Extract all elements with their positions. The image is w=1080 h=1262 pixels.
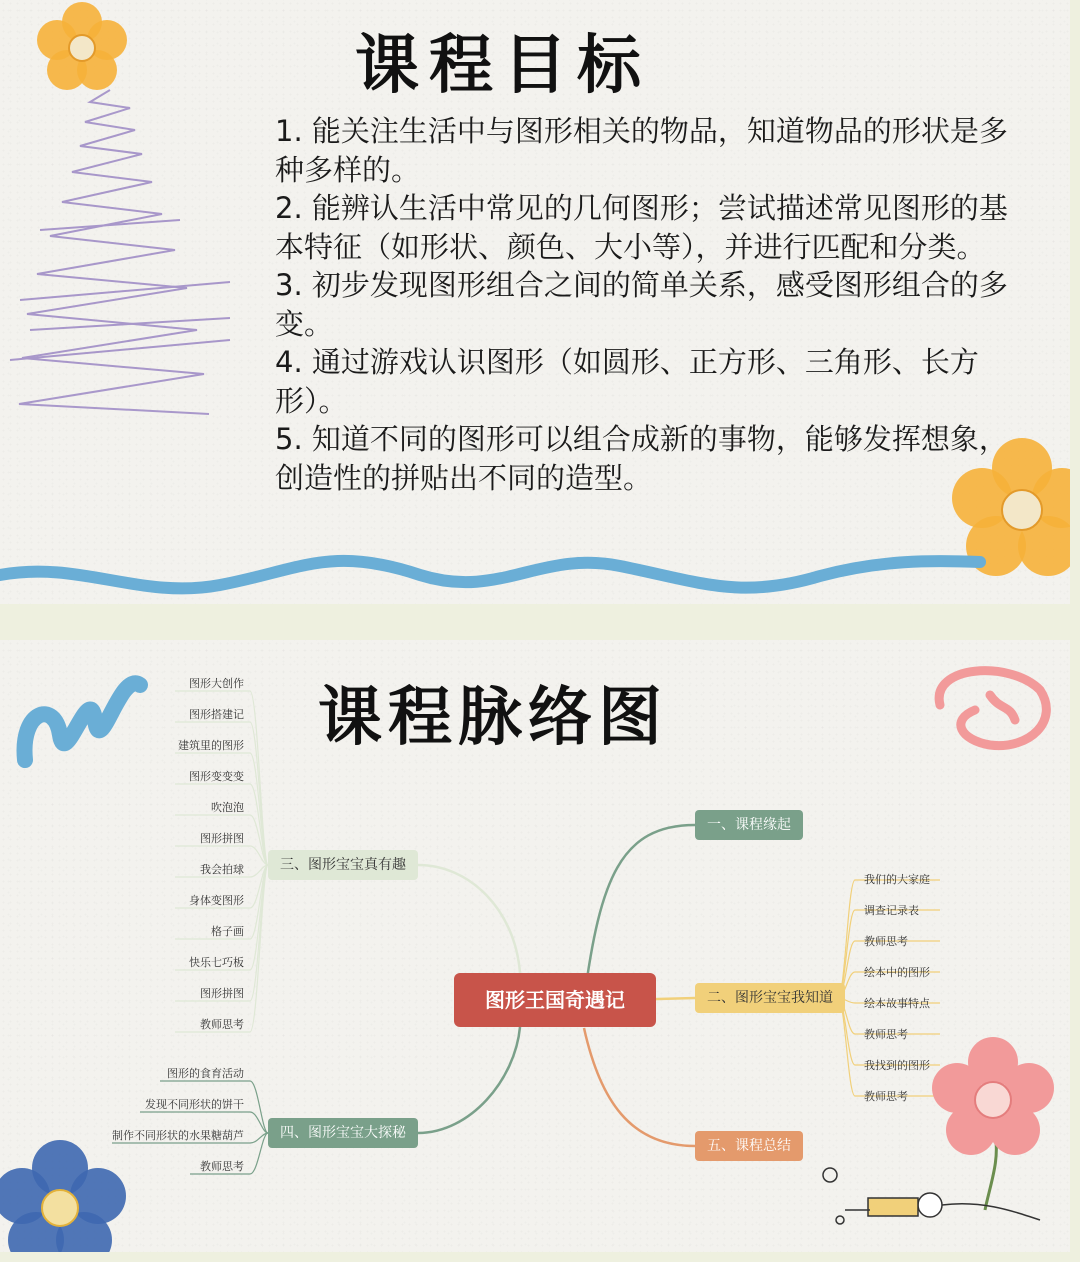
pink-swirl-icon bbox=[939, 671, 1046, 746]
goals-list bbox=[275, 112, 1035, 497]
leaf-node: 图形的食育活动 bbox=[167, 1067, 244, 1080]
blue-flower-icon bbox=[0, 1140, 126, 1252]
leaf-node: 我会拍球 bbox=[200, 863, 244, 876]
orange-flower-icon bbox=[37, 2, 127, 90]
leaf-node: 图形拼图 bbox=[200, 987, 244, 1000]
branch-node-5: 五、课程总结 bbox=[695, 1131, 803, 1161]
branch-node-4: 四、图形宝宝大探秘 bbox=[268, 1118, 418, 1148]
leaf-node: 绘本故事特点 bbox=[864, 997, 930, 1010]
leaf-node: 图形变变变 bbox=[189, 770, 244, 783]
leaf-node: 制作不同形状的水果糖葫芦 bbox=[112, 1129, 244, 1142]
pink-flower-icon bbox=[932, 1037, 1054, 1210]
leaf-node: 教师思考 bbox=[200, 1018, 244, 1031]
slide-course-map bbox=[0, 640, 1070, 1252]
leaf-node: 教师思考 bbox=[864, 1028, 908, 1041]
leaf-node: 调查记录表 bbox=[864, 904, 919, 917]
leaf-node: 建筑里的图形 bbox=[178, 739, 244, 752]
branch-node-1: 一、课程缘起 bbox=[695, 810, 803, 840]
goal-item: 4. 通过游戏认识图形（如圆形、正方形、三角形、长方形）。 bbox=[275, 345, 979, 418]
leaf-node: 图形大创作 bbox=[189, 677, 244, 690]
leaf-node: 教师思考 bbox=[864, 935, 908, 948]
leaf-node: 发现不同形状的饼干 bbox=[145, 1098, 244, 1111]
scribble-tree-icon bbox=[10, 90, 230, 414]
goal-item: 5. 知道不同的图形可以组合成新的事物，能够发挥想象，创造性的拼贴出不同的造型。 bbox=[275, 422, 1008, 495]
leaf-node: 图形搭建记 bbox=[189, 708, 244, 721]
goal-item: 3. 初步发现图形组合之间的简单关系，感受图形组合的多变。 bbox=[275, 268, 1008, 341]
leaf-node: 教师思考 bbox=[864, 1090, 908, 1103]
goal-item: 2. 能辨认生活中常见的几何图形；尝试描述常见图形的基本特征（如形状、颜色、大小等），并进行匹配和分类。 bbox=[275, 191, 1008, 264]
mindmap-central-node: 图形王国奇遇记 bbox=[454, 973, 656, 1027]
leaf-node: 图形拼图 bbox=[200, 832, 244, 845]
goal-item: 1. 能关注生活中与图形相关的物品，知道物品的形状是多种多样的。 bbox=[275, 114, 1008, 187]
branch-node-2: 二、图形宝宝我知道 bbox=[695, 983, 845, 1013]
leaf-node: 我们的大家庭 bbox=[864, 873, 930, 886]
leaf-node: 绘本中的图形 bbox=[864, 966, 930, 979]
sleeping-child-icon bbox=[823, 1168, 1040, 1224]
branch-node-3: 三、图形宝宝真有趣 bbox=[268, 850, 418, 880]
leaf-node: 教师思考 bbox=[200, 1160, 244, 1173]
leaf-node: 吹泡泡 bbox=[211, 801, 244, 814]
wave-icon bbox=[0, 561, 980, 589]
leaf-node: 格子画 bbox=[211, 925, 244, 938]
slide-course-goals bbox=[0, 0, 1070, 604]
leaf-node: 我找到的图形 bbox=[864, 1059, 930, 1072]
leaf-node: 身体变图形 bbox=[189, 894, 244, 907]
leaf-node: 快乐七巧板 bbox=[189, 956, 244, 969]
page-title: 课程脉络图 bbox=[318, 681, 668, 755]
page-title: 课程目标 bbox=[355, 29, 651, 103]
